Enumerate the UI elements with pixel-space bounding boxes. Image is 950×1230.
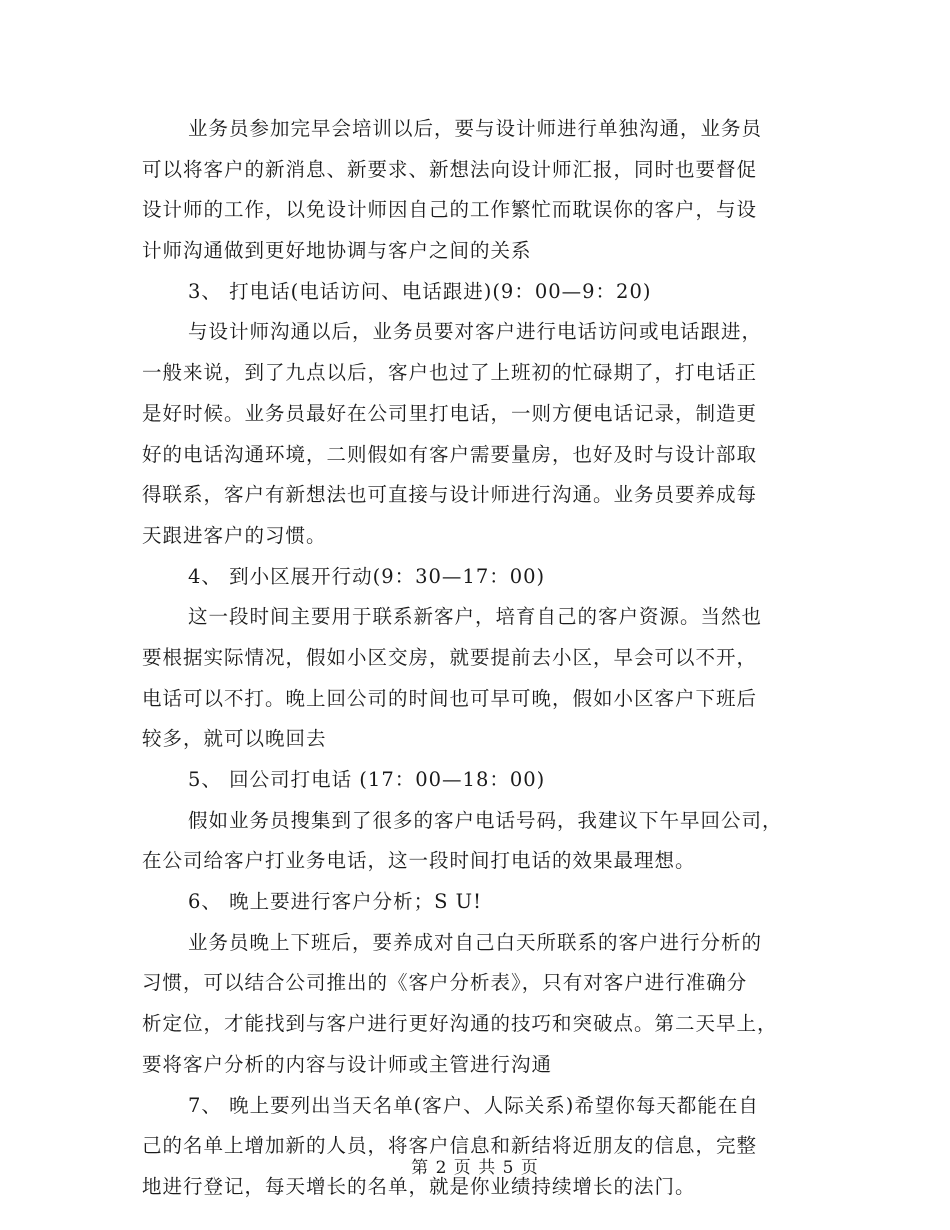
paragraph-line: 好的电话沟通环境，二则假如有客户需要量房，也好及时与设计部取 <box>142 442 758 466</box>
document-body <box>142 109 810 1208</box>
paragraph-line: 是好时候。业务员最好在公司里打电话，一则方便电话记录，制造更 <box>142 401 758 425</box>
section-heading-7: 7、 晚上要列出当天名单(客户、人际关系)希望你每天都能在自 <box>188 1093 759 1117</box>
paragraph-line: 一般来说，到了九点以后，客户也过了上班初的忙碌期了，打电话正 <box>142 361 758 385</box>
paragraph-line: 天跟进客户的习惯。 <box>142 523 327 547</box>
section-heading-5: 5、 回公司打电话 (17：00—18：00) <box>188 768 546 791</box>
paragraph-line: 较多，就可以晚回去 <box>142 727 327 751</box>
paragraph-line: 电话可以不打。晚上回公司的时间也可早可晚，假如小区客户下班后 <box>142 686 758 710</box>
paragraph-line: 析定位，才能找到与客户进行更好沟通的技巧和突破点。第二天早上， <box>142 1012 778 1036</box>
paragraph-line: 可以将客户的新消息、新要求、新想法向设计师汇报，同时也要督促 <box>142 157 758 181</box>
paragraph-line: 业务员晚上下班后，要养成对自己白天所联系的客户进行分析的 <box>188 930 763 954</box>
paragraph-line: 假如业务员搜集到了很多的客户电话号码，我建议下午早回公司， <box>188 808 783 832</box>
paragraph-line: 计师沟通做到更好地协调与客户之间的关系 <box>142 239 532 263</box>
paragraph-line: 业务员参加完早会培训以后，要与设计师进行单独沟通，业务员 <box>188 117 763 140</box>
paragraph-line: 设计师的工作，以免设计师因自己的工作繁忙而耽误你的客户，与设 <box>142 198 758 222</box>
paragraph-line: 与设计师沟通以后，业务员要对客户进行电话访问或电话跟进， <box>188 320 763 344</box>
section-heading-6: 6、 晚上要进行客户分析；S U! <box>188 890 482 914</box>
paragraph-line: 习惯，可以结合公司推出的《客户分析表》，只有对客户进行准确分 <box>142 971 748 995</box>
section-heading-4: 4、 到小区展开行动(9：30—17：00) <box>188 564 546 588</box>
paragraph-line: 在公司给客户打业务电话，这一段时间打电话的效果最理想。 <box>142 849 696 873</box>
paragraph-line: 要将客户分析的内容与设计师或主管进行沟通 <box>142 1052 553 1076</box>
paragraph-line: 得联系，客户有新想法也可直接与设计师进行沟通。业务员要养成每 <box>142 483 758 507</box>
paragraph-line: 己的名单上增加新的人员，将客户信息和新结将近朋友的信息，完整 <box>142 1134 758 1158</box>
paragraph-line: 这一段时间主要用于联系新客户，培育自己的客户资源。当然也 <box>188 605 763 629</box>
page-number-footer: 第 2 页 共 5 页 <box>411 1158 539 1178</box>
paragraph-line: 要根据实际情况，假如小区交房，就要提前去小区，早会可以不开， <box>142 645 758 669</box>
paragraph-line: 地进行登记，每天增长的名单，就是你业绩持续增长的法门。 <box>142 1174 696 1198</box>
section-heading-3: 3、 打电话(电话访问、电话跟进)(9：00—9：20) <box>188 279 652 303</box>
